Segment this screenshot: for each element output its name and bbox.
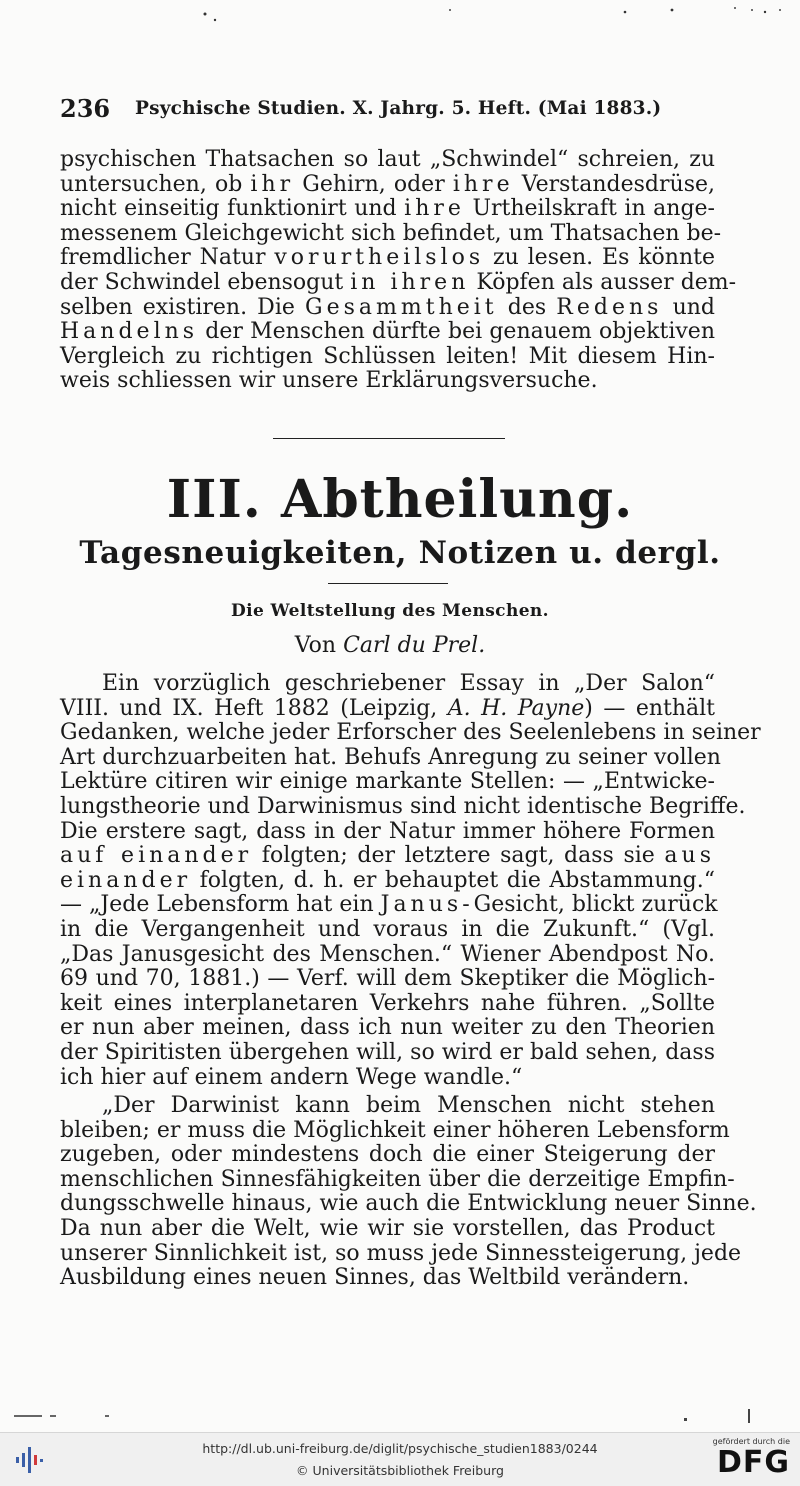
source-url-link[interactable]: http://dl.ub.uni-freiburg.de/diglit/psychische_studien1883/0244	[202, 1441, 598, 1456]
text-line: untersuchen, ob ihr Gehirn, oder ihre Verstandesdrüse,	[60, 171, 715, 197]
section-subtitle: Tagesneuigkeiten, Notizen u. dergl.	[79, 535, 721, 571]
text-line: selben existiren. Die Gesammtheit des Redens und	[60, 294, 715, 320]
text-line: messenem Gleichgewicht sich befindet, um Thatsachen be-	[60, 220, 722, 246]
paragraph-darwinist	[60, 1093, 757, 1291]
section-title: III. Abtheilung.	[166, 469, 634, 530]
paragraph-continuation	[60, 147, 737, 394]
text-line: in die Vergangenheit und voraus in die Zukunft.“ (Vgl.	[60, 916, 715, 942]
text-line: Vergleich zu richtigen Schlüssen leiten! Mit diesem Hin-	[60, 343, 715, 369]
text-line: einander folgten, d. h. er behauptet die Abstammung.“	[60, 867, 715, 893]
text-line: psychischen Thatsachen so laut „Schwindel“ schreien, zu	[60, 147, 715, 172]
dfg-logo	[698, 1437, 790, 1483]
title-divider	[328, 583, 448, 584]
text-line: zugeben, oder mindestens doch die einer Steigerung der	[60, 1142, 715, 1168]
section-divider	[273, 438, 505, 439]
text-line: ich hier auf einem andern Wege wandle.“	[60, 1064, 523, 1090]
copyright-notice: © Universitätsbibliothek Freiburg	[296, 1463, 504, 1478]
library-footer	[0, 1432, 800, 1486]
text-line: „Das Janusgesicht des Menschen.“ Wiener Abendpost No.	[60, 941, 715, 967]
running-header	[60, 94, 720, 124]
page-number: 236	[60, 94, 111, 123]
text-line: nicht einseitig funktionirt und ihre Urtheilskraft in ange-	[60, 196, 715, 222]
text-line: „Der Darwinist kann beim Menschen nicht stehen	[102, 1093, 715, 1118]
scan-marks-bottom	[0, 1405, 800, 1432]
text-line: bleiben; er muss die Möglichkeit einer höheren Lebensform	[60, 1117, 730, 1143]
text-line: Die erstere sagt, dass in der Natur immer höhere Formen	[60, 818, 715, 844]
text-line: fremdlicher Natur vorurtheilslos zu lesen. Es könnte	[60, 245, 715, 271]
paragraph-essay	[60, 671, 761, 1090]
byline-author: Carl du Prel.	[343, 633, 486, 658]
text-line: unserer Sinnlichkeit ist, so muss jede Sinnessteigerung, jede	[60, 1240, 742, 1266]
text-line: er nun aber meinen, dass ich nun weiter zu den Theorien	[60, 1015, 715, 1041]
text-line: Ein vorzüglich geschriebener Essay in „Der Salon“	[102, 671, 715, 696]
dfg-funding-label: gefördert durch die	[712, 1437, 790, 1446]
text-line: Da nun aber die Welt, wie wir sie vorstellen, das Product	[60, 1215, 715, 1241]
article-title: Die Weltstellung des Menschen.	[230, 601, 549, 621]
text-line: menschlichen Sinnesfähigkeiten über die derzeitige Empfin-	[60, 1166, 735, 1192]
text-line: Ausbildung eines neuen Sinnes, das Weltbild verändern.	[60, 1265, 690, 1291]
text-line: dungsschwelle hinaus, wie auch die Entwicklung neuer Sinne.	[60, 1191, 757, 1217]
text-line: der Spiritisten übergehen will, so wird er bald sehen, dass	[60, 1039, 715, 1065]
text-line: lungstheorie und Darwinismus sind nicht identische Begriffe.	[60, 793, 746, 819]
text-line: auf einander folgten; der letztere sagt, dass sie aus	[60, 843, 715, 869]
text-line: VIII. und IX. Heft 1882 (Leipzig, A. H. Payne) — enthält	[60, 695, 716, 721]
text-line: Lektüre citiren wir einige markante Stellen: — „Entwicke-	[60, 769, 715, 795]
text-line: 69 und 70, 1881.) — Verf. will dem Skeptiker die Möglich-	[60, 966, 715, 992]
text-line: der Schwindel ebensogut in ihren Köpfen als ausser dem-	[60, 269, 737, 295]
running-title: Psychische Studien. X. Jahrg. 5. Heft. (Mai 1883.)	[135, 98, 662, 119]
text-line: Handelns der Menschen dürfte bei genauem objektiven	[60, 319, 715, 345]
text-line: Gedanken, welche jeder Erforscher des Seelenlebens in seiner	[60, 720, 761, 746]
text-line: keit eines interplanetaren Verkehrs nahe führen. „Sollte	[60, 990, 715, 1016]
article-byline	[0, 633, 780, 658]
text-line: Art durchzuarbeiten hat. Behufs Anregung zu seiner vollen	[60, 744, 721, 770]
text-line: — „Jede Lebensform hat ein Janus-Gesicht, blickt zurück	[60, 892, 718, 918]
scan-specks	[0, 0, 800, 30]
dfg-wordmark: DFG	[716, 1445, 790, 1480]
text-line: weis schliessen wir unsere Erklärungsversuche.	[60, 368, 598, 394]
byline-prefix: Von	[294, 633, 337, 658]
